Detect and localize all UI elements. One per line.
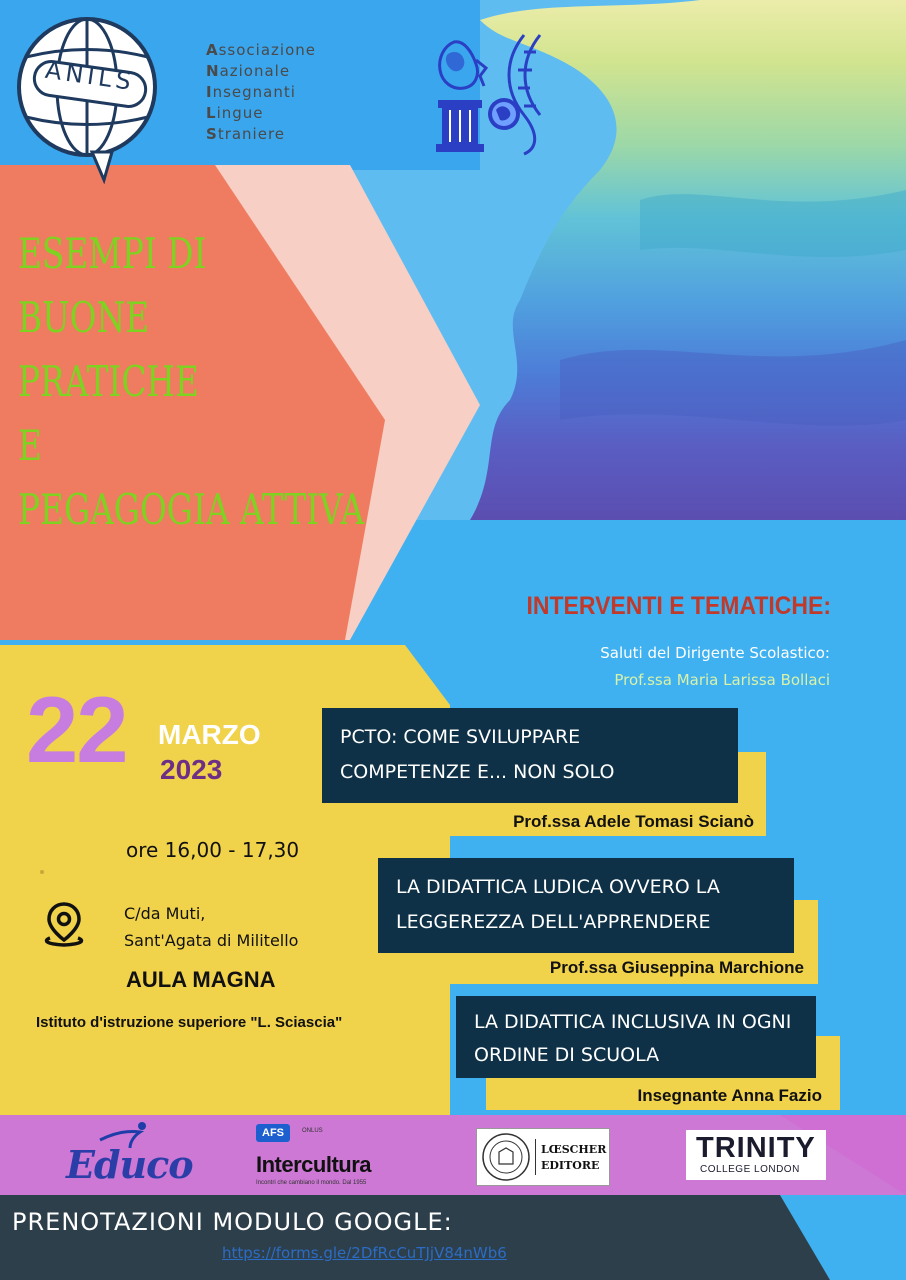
anils-logo-text: ANILS [43, 55, 137, 97]
talk-title-line: ORDINE DI SCUOLA [474, 1044, 660, 1066]
talk-speaker: Insegnante Anna Fazio [637, 1086, 822, 1105]
title-line: PRATICHE [18, 357, 199, 406]
association-line: Associazione [206, 41, 316, 59]
loescher-logo [476, 1128, 610, 1186]
booking-link[interactable]: https://forms.gle/2DfRcCuTJjV84nWb6 [222, 1244, 507, 1262]
educo-logo [66, 1120, 193, 1190]
talk-card [378, 858, 794, 953]
association-line: Straniere [206, 125, 286, 143]
educo-text: Educo [66, 1142, 193, 1187]
talk-card [322, 708, 738, 803]
event-institute: Istituto d'istruzione superiore "L. Sciascia" [36, 1014, 343, 1031]
loescher-line2: EDITORE [541, 1159, 600, 1172]
association-name [206, 40, 316, 145]
intercultura-tagline: Incontri che cambiano il mondo. Dal 1955 [256, 1180, 367, 1186]
association-line: Nazionale [206, 62, 291, 80]
intercultura-logo [256, 1124, 396, 1192]
talk-card [456, 996, 816, 1078]
title-line: PEGAGOGIA ATTIVA [18, 485, 365, 534]
address-line: Sant'Agata di Militello [124, 931, 299, 950]
welcome-label: Saluti del Dirigente Scolastico: [600, 644, 830, 662]
booking-label: PRENOTAZIONI MODULO GOOGLE: [12, 1208, 453, 1236]
talk-speaker: Prof.ssa Giuseppina Marchione [549, 958, 804, 977]
program-heading: INTERVENTI E TEMATICHE: [526, 592, 831, 620]
welcome-block [600, 640, 830, 694]
loescher-line1: LŒSCHER [541, 1143, 607, 1156]
anils-logo [12, 12, 162, 184]
event-day: 22 [26, 677, 127, 782]
event-year: 2023 [160, 754, 223, 785]
event-month: MARZO [158, 719, 261, 750]
association-line: Lingue [206, 104, 264, 122]
trinity-text: TRINITY [696, 1132, 816, 1164]
talk-title-line: PCTO: COME SVILUPPARE [340, 726, 581, 748]
trinity-logo [686, 1130, 826, 1180]
talk-title-line: LA DIDATTICA INCLUSIVA IN OGNI [474, 1011, 792, 1033]
school-emblem-icon [424, 30, 548, 156]
event-address [124, 900, 298, 954]
title-line: ESEMPI DI [18, 229, 207, 278]
talk-title-line: LA DIDATTICA LUDICA OVVERO LA [396, 876, 720, 898]
event-room: AULA MAGNA [126, 967, 276, 992]
event-title [18, 222, 364, 542]
event-time: ore 16,00 - 17,30 [126, 838, 300, 862]
welcome-name: Prof.ssa Maria Larissa Bollaci [614, 671, 830, 689]
intercultura-text: Intercultura [256, 1152, 372, 1177]
address-line: C/da Muti, [124, 904, 206, 923]
title-line: E [18, 421, 42, 470]
title-line: BUONE [18, 293, 150, 342]
talk-title-line: COMPETENZE E... NON SOLO [340, 761, 615, 783]
decorative-dot [40, 870, 44, 874]
loescher-divider [535, 1139, 536, 1175]
afs-badge: AFS [256, 1124, 290, 1142]
talk-speaker: Prof.ssa Adele Tomasi Scianò [513, 812, 754, 831]
association-line: Insegnanti [206, 83, 296, 101]
loescher-seal-icon [481, 1132, 531, 1182]
intercultura-small: ONLUS [302, 1128, 323, 1134]
talk-title-line: LEGGEREZZA DELL'APPRENDERE [396, 911, 711, 933]
location-pin-icon [40, 900, 88, 948]
trinity-sub: COLLEGE LONDON [700, 1164, 800, 1175]
